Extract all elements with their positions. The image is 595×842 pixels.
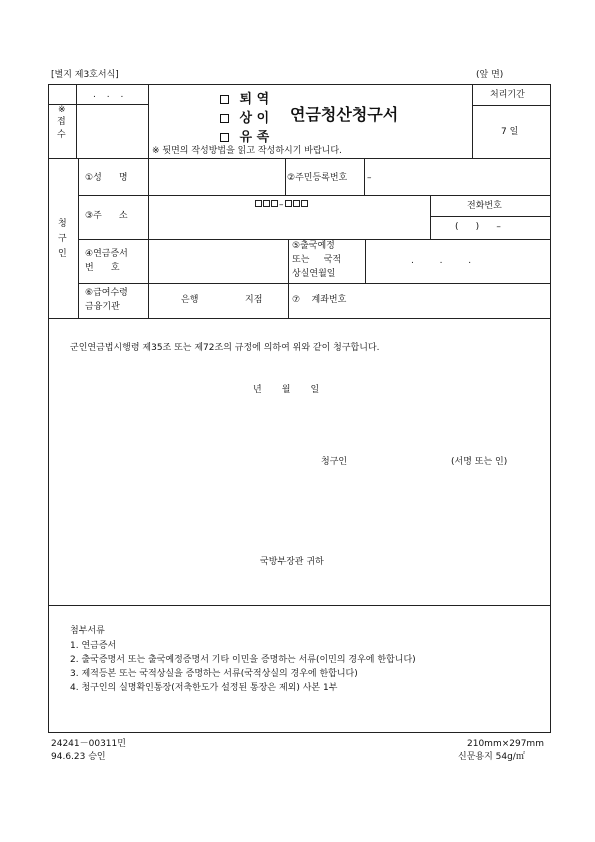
option-survivor[interactable] (220, 131, 269, 144)
claim-date[interactable]: 년 월 일 (253, 385, 320, 395)
postal-digit-box (293, 200, 300, 207)
attachment-item: 4. 청구인의 실명확인통장(저축한도가 설정된 통장은 제외) 사본 1부 (70, 683, 338, 693)
option-disability[interactable] (220, 112, 269, 125)
claimant-signature-label: 청구인 (321, 457, 348, 467)
option-retirement-label: 퇴 역 (239, 92, 270, 107)
instruction-note: ※ 뒷면의 작성방법을 읽고 작성하시기 바랍니다. (152, 146, 342, 156)
rrn-value[interactable]: – (367, 173, 372, 183)
postal-digit-box (263, 200, 270, 207)
bank-label-2: 금융기관 (85, 302, 120, 312)
reception-label-1: 접 (57, 117, 66, 127)
departure-label-3: 상실연월일 (292, 269, 336, 279)
attachment-item: 1. 연금증서 (70, 641, 117, 651)
name-label: ①성 명 (85, 173, 128, 183)
claimant-label-1: 청 (58, 219, 67, 229)
checkbox-icon[interactable] (220, 114, 229, 123)
postal-code[interactable] (255, 200, 309, 210)
paper-type: 신문용지 54g/㎡ (458, 752, 525, 762)
form-type-options (220, 91, 286, 145)
phone-label: 전화번호 (467, 201, 502, 211)
attachment-item: 2. 출국증명서 또는 출국예정증명서 기타 이민을 증명하는 서류(이민의 경우에 한합니다) (70, 655, 416, 665)
form-number: [별지 제3호서식] (51, 70, 119, 80)
postal-digit-box (285, 200, 292, 207)
checkbox-icon[interactable] (220, 133, 229, 142)
claimant-label-2: 구 (58, 234, 67, 244)
option-retirement[interactable] (220, 93, 269, 106)
reception-label-2: 수 (57, 130, 66, 140)
postal-digit-box (271, 200, 278, 207)
certificate-field[interactable] (150, 241, 286, 281)
departure-label-1: ⑤출국예정 (292, 241, 335, 251)
postal-digit-box (301, 200, 308, 207)
reception-mark: ※ (58, 105, 66, 115)
certificate-label-1: ④연금증서 (85, 249, 128, 259)
claimant-label-3: 인 (58, 249, 67, 259)
option-disability-label: 상 이 (239, 111, 270, 126)
postal-digit-box (255, 200, 262, 207)
attachment-item: 3. 제적등본 또는 국적상실을 증명하는 서류(국적상실의 경우에 한합니다) (70, 669, 358, 679)
approval-date: 94.6.23 승인 (51, 752, 106, 762)
departure-label-2: 또는 국적 (292, 255, 342, 265)
account-number-field[interactable] (366, 285, 549, 316)
recipient: 국방부장관 귀하 (260, 557, 324, 567)
signature-or-seal[interactable]: (서명 또는 인) (451, 457, 508, 467)
page-side: (앞 면) (476, 70, 504, 80)
branch-suffix[interactable]: 지점 (245, 295, 263, 305)
departure-date-value[interactable]: . . . (411, 256, 472, 266)
processing-period-label: 처리기간 (490, 90, 525, 100)
option-survivor-label: 유 족 (239, 130, 270, 145)
postal-code-dash: – (279, 200, 284, 210)
name-field[interactable] (150, 160, 283, 193)
rrn-label: ②주민등록번호 (287, 173, 348, 183)
form-code: 24241－00311민 (51, 739, 126, 749)
processing-period-value: 7 일 (501, 127, 519, 137)
paper-size: 210mm×297mm (467, 739, 544, 749)
address-label: ③주 소 (85, 211, 128, 221)
form-title: 연금청산청구서 (290, 105, 399, 124)
claim-statement: 군인연금법시행령 제35조 또는 제72조의 규정에 의하여 위와 같이 청구합니다. (70, 343, 380, 353)
attachments-title: 첨부서류 (70, 626, 105, 636)
bank-name-suffix[interactable]: 은행 (181, 295, 199, 305)
checkbox-icon[interactable] (220, 95, 229, 104)
account-number-label: ⑦ 계좌번호 (292, 295, 347, 305)
reception-date-dots: . . . (93, 90, 128, 100)
certificate-label-2: 번 호 (85, 263, 120, 273)
bank-label-1: ⑥급여수령 (85, 288, 128, 298)
phone-value[interactable]: ( ) – (455, 222, 501, 232)
